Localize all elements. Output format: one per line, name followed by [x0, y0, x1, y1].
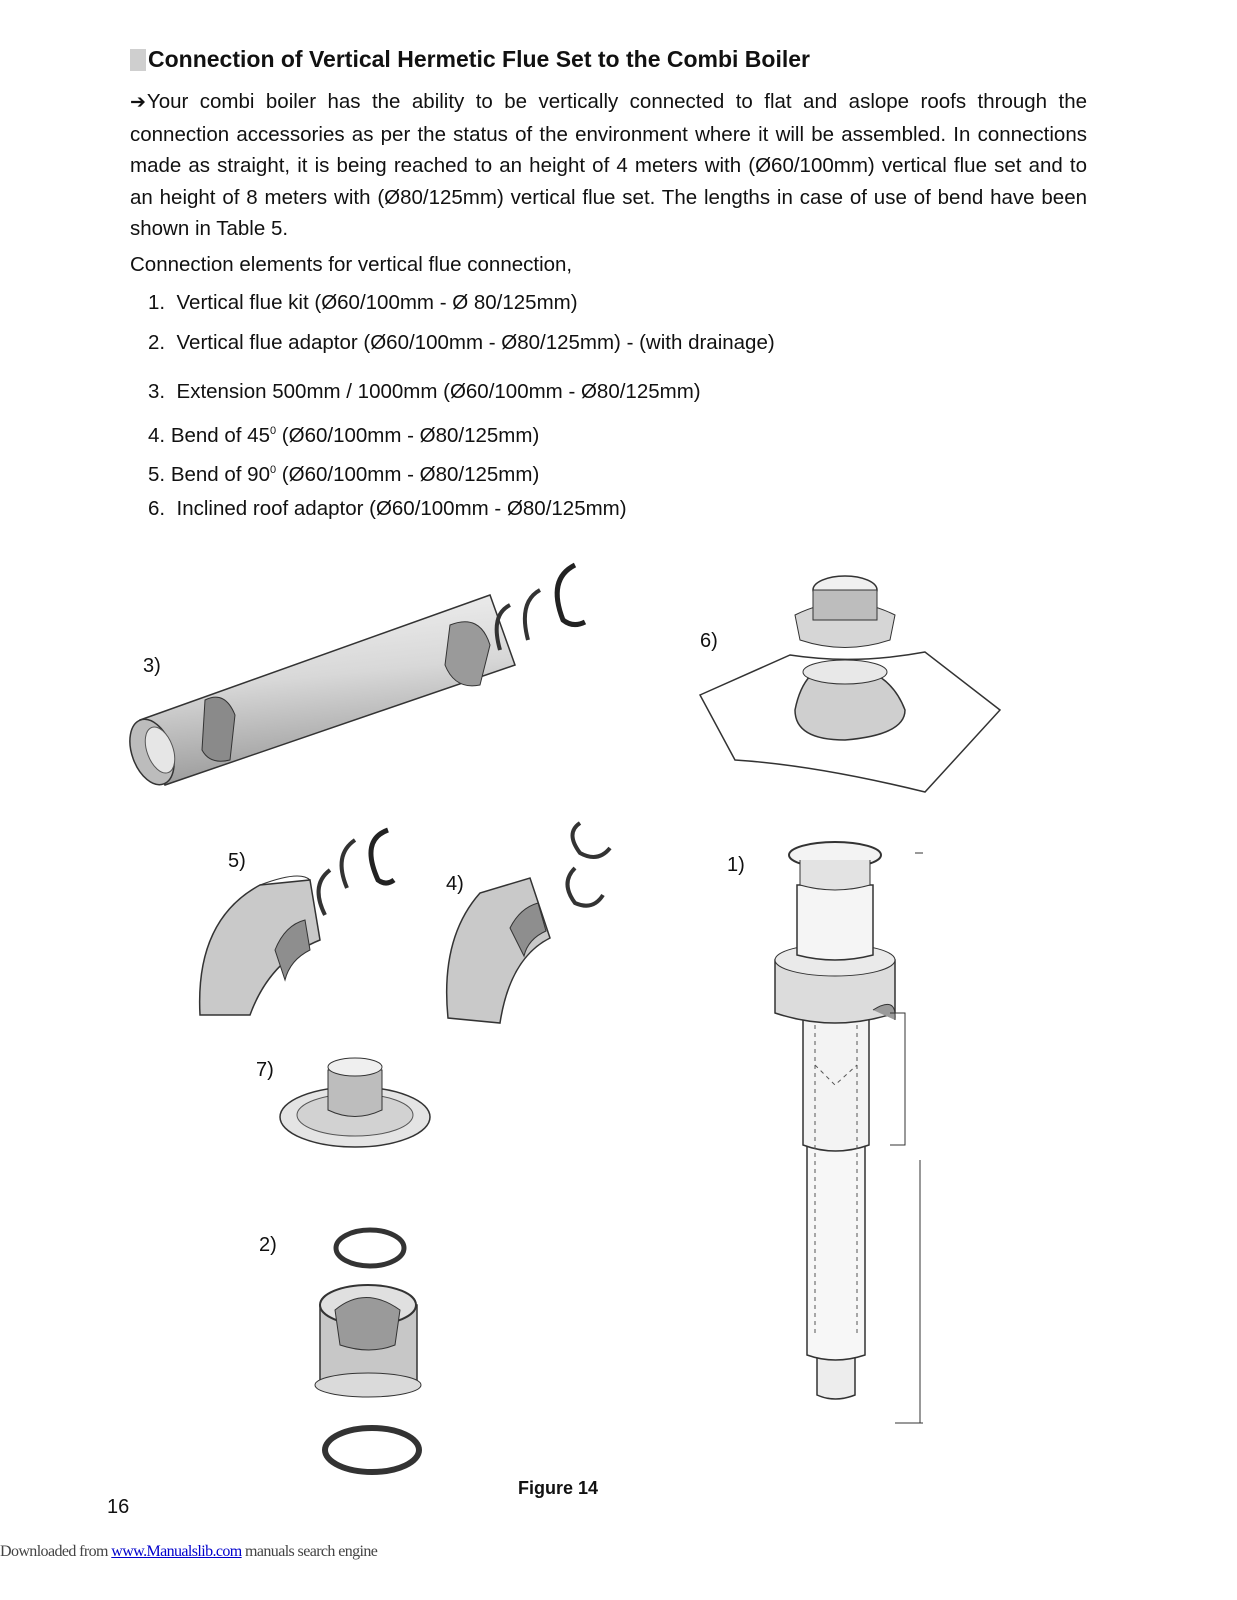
page-number: 16	[107, 1496, 130, 1518]
paragraph-text: Your combi boiler has the ability to be vertically connected to flat and aslope roofs through the connection accessories as per the status of the environment where it will be assembled. In connections made as straight, it is being reached to an height of 4 meters with (Ø60/100mm) vertical flue set and to an height of 8 meters with (Ø80/125mm) vertical flue set. The lengths in case of use of bend have been shown in Table 5.	[130, 90, 1087, 240]
list-item	[148, 329, 775, 357]
footer-prefix: Downloaded from	[0, 1543, 112, 1560]
arrow-icon: ➔	[130, 92, 146, 113]
list-number: 3.	[148, 380, 166, 403]
degree-sup: 0	[269, 464, 277, 476]
section-heading	[130, 46, 810, 73]
list-text: Vertical flue adaptor (Ø60/100mm - Ø80/125mm) - (with drainage)	[176, 331, 775, 354]
flat-roof-flashing-illustration	[278, 1055, 433, 1150]
list-text: (Ø60/100mm - Ø80/125mm)	[276, 423, 540, 447]
label-6: 6)	[700, 630, 718, 652]
manualslib-link[interactable]: www.Manualslib.com	[111, 1543, 242, 1560]
list-number: 2.	[148, 331, 166, 354]
heading-marker	[130, 49, 146, 71]
list-item	[148, 378, 701, 406]
list-text: Bend of 90	[170, 462, 270, 486]
list-item	[148, 289, 578, 317]
label-2: 2)	[259, 1234, 277, 1256]
bend-45-illustration	[440, 818, 630, 1028]
vertical-flue-kit-illustration	[765, 835, 935, 1435]
intro-paragraph	[130, 86, 1087, 245]
label-5: 5)	[228, 850, 246, 872]
heading-text: Connection of Vertical Hermetic Flue Set to the Combi Boiler	[148, 46, 810, 72]
figure-caption: Figure 14	[518, 1478, 599, 1498]
list-number: 5.	[148, 462, 166, 486]
list-text: Extension 500mm / 1000mm (Ø60/100mm - Ø80/125mm)	[176, 380, 701, 403]
list-text: Bend of 45	[170, 423, 270, 447]
list-text: (Ø60/100mm - Ø80/125mm)	[276, 462, 540, 486]
list-number: 4.	[148, 423, 166, 447]
label-3: 3)	[143, 655, 161, 677]
inclined-roof-adaptor-illustration	[695, 560, 1005, 800]
label-4: 4)	[446, 873, 464, 895]
degree-sup: 0	[269, 425, 277, 437]
list-item	[148, 456, 539, 489]
bend-90-illustration	[190, 820, 410, 1025]
footer-suffix: manuals search engine	[241, 1543, 378, 1560]
download-footer	[0, 1543, 377, 1561]
list-number: 6.	[148, 497, 166, 520]
vertical-flue-adaptor-illustration	[305, 1220, 435, 1480]
list-text: Vertical flue kit (Ø60/100mm - Ø 80/125mm)	[176, 291, 578, 314]
list-item	[148, 417, 539, 450]
elements-intro: Connection elements for vertical flue connection,	[130, 253, 573, 276]
label-7: 7)	[256, 1059, 274, 1081]
list-text: Inclined roof adaptor (Ø60/100mm - Ø80/125mm)	[176, 497, 627, 520]
list-item	[148, 495, 627, 523]
extension-pipe-illustration	[120, 550, 620, 800]
label-1: 1)	[727, 854, 745, 876]
list-number: 1.	[148, 291, 166, 314]
